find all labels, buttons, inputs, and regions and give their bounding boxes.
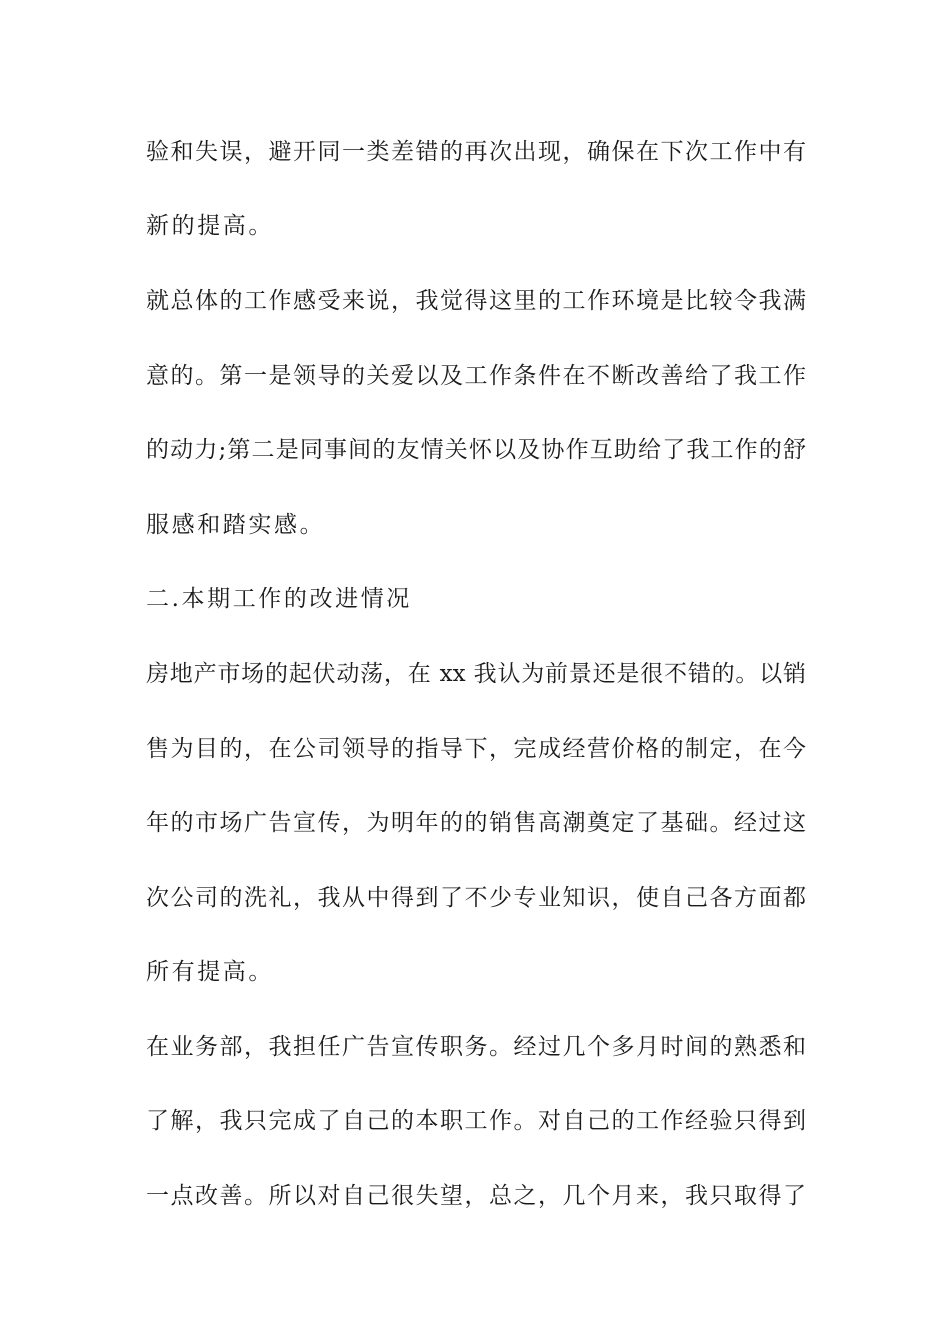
section-heading: 二.本期工作的改进情况 <box>146 586 412 612</box>
text-line: 了解，我只完成了自己的本职工作。对自己的工作经验只得到 <box>146 1108 806 1134</box>
text-line: 验和失误，避开同一类差错的再次出现，确保在下次工作中有 <box>146 139 806 165</box>
text-line: 就总体的工作感受来说，我觉得这里的工作环境是比较令我满 <box>146 288 806 314</box>
text-line: 房地产市场的起伏动荡，在 xx 我认为前景还是很不错的。以销 <box>146 661 806 687</box>
text-line: 次公司的洗礼，我从中得到了不少专业知识，使自己各方面都 <box>146 885 806 911</box>
text-line: 新的提高。 <box>146 213 274 239</box>
text-line: 的动力;第二是同事间的友情关怀以及协作互助给了我工作的舒 <box>146 437 806 463</box>
text-line: 年的市场广告宣传，为明年的的销售高潮奠定了基础。经过这 <box>146 810 806 836</box>
text-line: 在业务部，我担任广告宣传职务。经过几个多月时间的熟悉和 <box>146 1034 806 1060</box>
text-line: 一点改善。所以对自己很失望，总之，几个月来，我只取得了 <box>146 1183 806 1209</box>
text-line: 服感和踏实感。 <box>146 512 326 538</box>
text-line: 意的。第一是领导的关爱以及工作条件在不断改善给了我工作 <box>146 363 806 389</box>
text-line: 售为目的，在公司领导的指导下，完成经营价格的制定，在今 <box>146 736 806 762</box>
text-line: 所有提高。 <box>146 959 274 985</box>
